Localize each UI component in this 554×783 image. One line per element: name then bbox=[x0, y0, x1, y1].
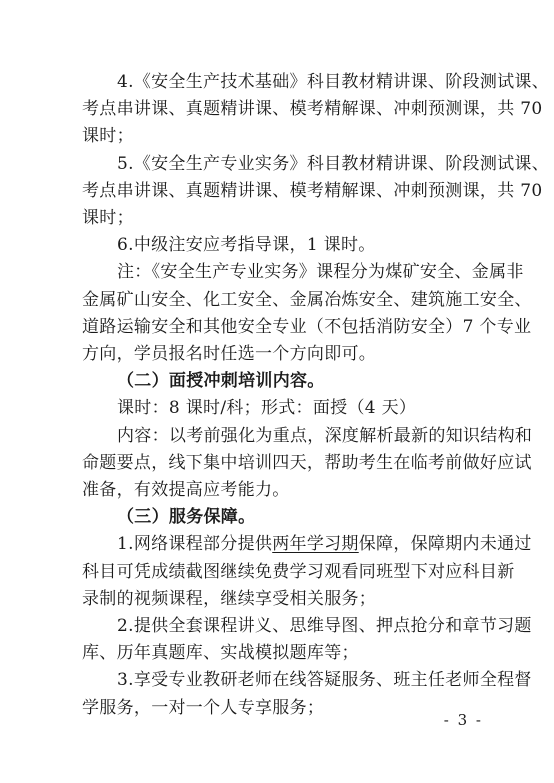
paragraph-line: 命题要点，线下集中培训四天，帮助考生在临考前做好应试 bbox=[82, 453, 532, 473]
paragraph-line: 内容：以考前强化为重点，深度解析最新的知识结构和 bbox=[117, 426, 533, 446]
section-heading: （二）面授冲刺培训内容。 bbox=[117, 371, 325, 391]
paragraph-line: 3.享受专业教研老师在线答疑服务、班主任老师全程督 bbox=[117, 670, 532, 690]
paragraph-line: 考点串讲课、真题精讲课、模考精解课、冲刺预测课，共 70 bbox=[82, 181, 543, 201]
paragraph-line: 4.《安全生产技术基础》科目教材精讲课、阶段测试课、 bbox=[117, 72, 550, 92]
paragraph-line bbox=[117, 533, 532, 555]
paragraph-line: 6.中级注安应考指导课，1 课时。 bbox=[117, 235, 376, 255]
note-line: 方向，学员报名时任选一个方向即可。 bbox=[82, 344, 377, 364]
underlined-text: 两年学习期 bbox=[272, 534, 359, 554]
paragraph-line: 准备，有效提高应考能力。 bbox=[82, 480, 290, 500]
line-text: 保障，保障期内未通过 bbox=[358, 534, 532, 554]
paragraph-line: 学服务，一对一个人专享服务； bbox=[82, 698, 325, 718]
paragraph-line: 科目可凭成绩截图继续免费学习观看同班型下对应科目新 bbox=[82, 562, 515, 582]
note-line: 注：《安全生产专业实务》课程分为煤矿安全、金属非 bbox=[117, 262, 524, 282]
line-text: 1.网络课程部分提供 bbox=[117, 534, 273, 554]
note-line: 道路运输安全和其他安全专业（不包括消防安全）7 个专业 bbox=[82, 317, 532, 337]
page-number: - 3 - bbox=[443, 711, 483, 729]
paragraph-line: 考点串讲课、真题精讲课、模考精解课、冲刺预测课，共 70 bbox=[82, 99, 543, 119]
section-heading: （三）服务保障。 bbox=[117, 507, 256, 527]
note-line: 金属矿山安全、化工安全、金属冶炼安全、建筑施工安全、 bbox=[82, 290, 532, 310]
paragraph-line: 录制的视频课程，继续享受相关服务； bbox=[82, 589, 377, 609]
paragraph-line: 课时； bbox=[82, 126, 134, 146]
paragraph-line: 2.提供全套课程讲义、思维导图、押点抢分和章节习题 bbox=[117, 616, 532, 636]
paragraph-line: 库、历年真题库、实战模拟题库等； bbox=[82, 643, 359, 663]
paragraph-line: 课时； bbox=[82, 208, 134, 228]
paragraph-line: 课时：8 课时/科；形式：面授（4 天） bbox=[117, 398, 417, 418]
paragraph-line: 5.《安全生产专业实务》科目教材精讲课、阶段测试课、 bbox=[117, 154, 550, 174]
